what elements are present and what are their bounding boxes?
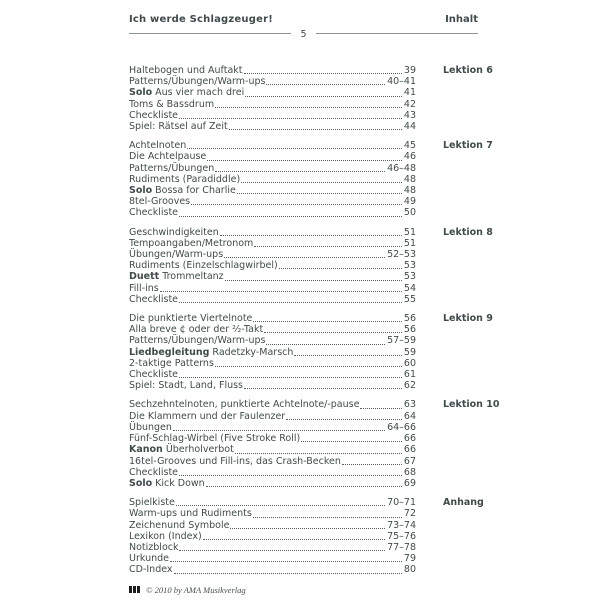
entry-title: Patterns/Übungen/Warm-ups [129,76,266,88]
section-label: Lektion 7 [443,140,493,152]
dot-leader [230,528,385,529]
dot-leader [203,539,385,540]
dot-leader [215,107,402,108]
entry-page: 51 [403,226,416,238]
entry-page: 80 [403,564,416,576]
entry-title: Rudiments (Paradiddle) [129,173,241,185]
entry-page: 48 [403,185,416,197]
toc-entry [129,140,416,151]
entry-title: Solo Kick Down [129,477,205,489]
toc-entry [129,456,416,467]
toc-entry [129,110,416,121]
entry-page: 44 [403,121,416,133]
dot-leader [179,118,402,119]
entry-title: Haltebogen und Auftakt [129,65,243,76]
entry-page: 45 [403,140,416,152]
dot-leader [294,355,402,356]
entry-page: 43 [403,109,416,121]
dot-leader [160,291,402,292]
entry-prefix: Duett [129,271,160,283]
dot-leader [241,182,402,183]
entry-title: 8tel-Grooves [129,196,191,208]
toc-entry [129,249,416,260]
entry-title: Alla breve ¢ oder der ²⁄₂-Takt [129,324,264,336]
toc-section [129,140,493,219]
entry-title: Rudiments (Einzelschlagwirbel) [129,260,278,272]
toc-entry [129,564,416,575]
dot-leader [342,464,402,465]
entry-title: Spiel: Rätsel auf Zeit [129,121,228,133]
entry-title: Die Klammern und der Faulenzer [129,410,286,422]
toc-entry [129,478,416,489]
entry-prefix: Solo [129,477,153,489]
dot-leader [179,475,402,476]
entry-title: Übungen [129,421,172,433]
dot-leader [220,235,402,236]
entry-title: Zeichenund Symbole [129,519,230,531]
toc-section [129,65,493,133]
book-title: Ich werde Schlagzeuger! [129,14,273,25]
dot-leader [191,204,402,205]
entry-page: 60 [403,357,416,369]
entry-prefix: Solo [129,87,153,99]
entry-title: Solo Bossa for Charlie [129,185,236,197]
dot-leader [224,257,385,258]
entry-page: 59 [403,346,416,358]
entry-page: 40–41 [387,76,416,88]
dot-leader [176,505,385,506]
dot-leader [170,561,402,562]
entry-title: Die punktierte Viertelnote [129,313,253,325]
dot-leader [179,550,385,551]
entry-prefix: Liedbegleitung [129,346,210,358]
entry-title: 2-taktige Patterns [129,357,214,369]
entry-page: 48 [403,173,416,185]
entry-title: 16tel-Grooves und Fill-ins, das Crash-Becken [129,455,341,467]
dot-leader [286,419,402,420]
entry-title: Lexikon (Index) [129,530,202,542]
entry-title: Spielkiste [129,497,175,509]
entry-title: Liedbegleitung Radetzky-Marsch [129,346,294,358]
toc-entry [129,121,416,132]
entry-title: Tempoangaben/Metronom [129,237,254,249]
toc-entry [129,76,416,87]
toc-entry [129,151,416,162]
toc-entry [129,497,416,508]
entry-page: 53 [403,271,416,283]
entry-page: 69 [403,477,416,489]
toc-list [129,65,500,576]
dot-leader [266,84,385,85]
entry-page: 63 [403,399,416,411]
section-label: Anhang [443,497,484,509]
entry-title: Checkliste [129,293,179,305]
publisher-bars-logo-icon [129,586,140,593]
toc-entry [129,313,416,324]
entry-title: Fünf-Schlag-Wirbel (Five Stroke Roll) [129,433,301,445]
dot-leader [235,453,402,454]
entry-page: 64–66 [387,421,416,433]
section-label: Lektion 6 [443,65,493,76]
entry-title: Spiel: Stadt, Land, Fluss [129,380,244,392]
toc-entry [129,508,416,519]
entry-page: 62 [403,380,416,392]
entry-page: 50 [403,207,416,219]
entry-page: 53 [403,260,416,272]
toc-page [129,14,500,595]
entry-page: 46 [403,151,416,163]
toc-entry [129,87,416,98]
entry-page: 41 [403,87,416,99]
entry-page: 66 [403,433,416,445]
toc-entry [129,65,416,76]
toc-entry [129,207,416,218]
entry-title: Toms & Bassdrum [129,98,215,110]
entry-page: 72 [403,508,416,520]
dot-leader [215,171,385,172]
dot-leader [245,96,402,97]
dot-leader [229,129,402,130]
dot-leader [173,430,385,431]
entry-page: 51 [403,237,416,249]
toc-entry [129,531,416,542]
entry-page: 52–53 [387,249,416,261]
copyright-text: © 2010 by AMA Musikverlag [146,584,246,595]
toc-section [129,226,493,305]
dot-leader [206,486,402,487]
entry-prefix: Solo [129,185,153,197]
toc-heading: Inhalt [445,14,478,25]
page-footer [129,585,478,595]
dot-leader [253,321,402,322]
toc-entry [129,380,416,391]
entry-title: Fill-ins [129,282,159,294]
toc-section [129,497,484,576]
toc-entry [129,433,416,444]
entry-title: Übungen/Warm-ups [129,249,224,261]
entry-title: Sechzehntelnoten, punktierte Achtelnote/-pause [129,399,360,411]
toc-entry [129,347,416,358]
entry-page: 46–48 [387,162,416,174]
dot-leader [254,246,402,247]
entry-title: Die Achtelpause [129,151,207,163]
entry-page: 75–76 [387,530,416,542]
toc-entry [129,163,416,174]
header-rule-left [129,33,291,34]
dot-leader [279,268,402,269]
dot-leader [207,160,402,161]
section-label: Lektion 10 [443,399,500,411]
dot-leader [253,517,402,518]
toc-entry [129,238,416,249]
dot-leader [360,408,401,409]
toc-entry [129,520,416,531]
page-header [129,14,478,25]
section-label: Lektion 9 [443,313,493,325]
entry-page: 79 [403,553,416,565]
toc-entry [129,271,416,282]
header-rule-right [316,33,478,34]
entry-title: Checkliste [129,109,179,121]
toc-entry [129,196,416,207]
dot-leader [264,332,402,333]
toc-entry [129,174,416,185]
entry-page: 67 [403,455,416,467]
entry-title: Warm-ups und Rudiments [129,508,252,520]
section-label: Lektion 8 [443,226,493,238]
entry-page: 39 [403,65,416,76]
entry-title: Duett Trommeltanz [129,271,224,283]
toc-section [129,399,500,489]
entry-page: 56 [403,313,416,325]
dot-leader [179,302,402,303]
dot-leader [266,344,385,345]
entry-page: 68 [403,466,416,478]
toc-entry [129,542,416,553]
toc-entry [129,444,416,455]
entry-page: 64 [403,410,416,422]
entry-prefix: Kanon [129,444,163,456]
toc-entry [129,260,416,271]
toc-entry [129,99,416,110]
toc-entry [129,358,416,369]
entry-page: 56 [403,324,416,336]
dot-leader [179,216,402,217]
toc-entry [129,411,416,422]
entry-title: Patterns/Übungen [129,162,215,174]
page-number: 5 [300,29,307,40]
toc-entry [129,422,416,433]
entry-page: 70–71 [387,497,416,509]
entry-page: 73–74 [387,519,416,531]
entry-title: CD-Index [129,564,173,576]
entry-page: 54 [403,282,416,294]
dot-leader [215,366,402,367]
entry-title: Checkliste [129,466,179,478]
dot-leader [179,377,402,378]
dot-leader [174,573,402,574]
dot-leader [237,193,402,194]
entry-title: Kanon Überholverbot [129,444,234,456]
toc-entry [129,227,416,238]
toc-entry [129,369,416,380]
dot-leader [301,441,402,442]
toc-entry [129,399,416,410]
toc-entry [129,335,416,346]
entry-title: Solo Aus vier mach drei [129,87,245,99]
entry-title: Geschwindigkeiten [129,226,219,238]
dot-leader [244,388,402,389]
dot-leader [187,148,402,149]
entry-title: Patterns/Übungen/Warm-ups [129,335,266,347]
entry-page: 57–59 [387,335,416,347]
entry-title: Notizblock [129,541,179,553]
toc-entry [129,283,416,294]
entry-title: Checkliste [129,207,179,219]
entry-title: Checkliste [129,369,179,381]
dot-leader [225,280,402,281]
entry-title: Urkunde [129,553,169,565]
toc-section [129,313,493,392]
entry-page: 66 [403,444,416,456]
toc-entry [129,185,416,196]
toc-entry [129,294,416,305]
toc-entry [129,324,416,335]
toc-entry [129,467,416,478]
entry-page: 55 [403,293,416,305]
entry-title: Achtelnoten [129,140,187,152]
header-rule [129,29,478,38]
dot-leader [244,73,402,74]
entry-page: 61 [403,369,416,381]
entry-page: 42 [403,98,416,110]
entry-page: 49 [403,196,416,208]
toc-entry [129,553,416,564]
entry-page: 77–78 [387,541,416,553]
